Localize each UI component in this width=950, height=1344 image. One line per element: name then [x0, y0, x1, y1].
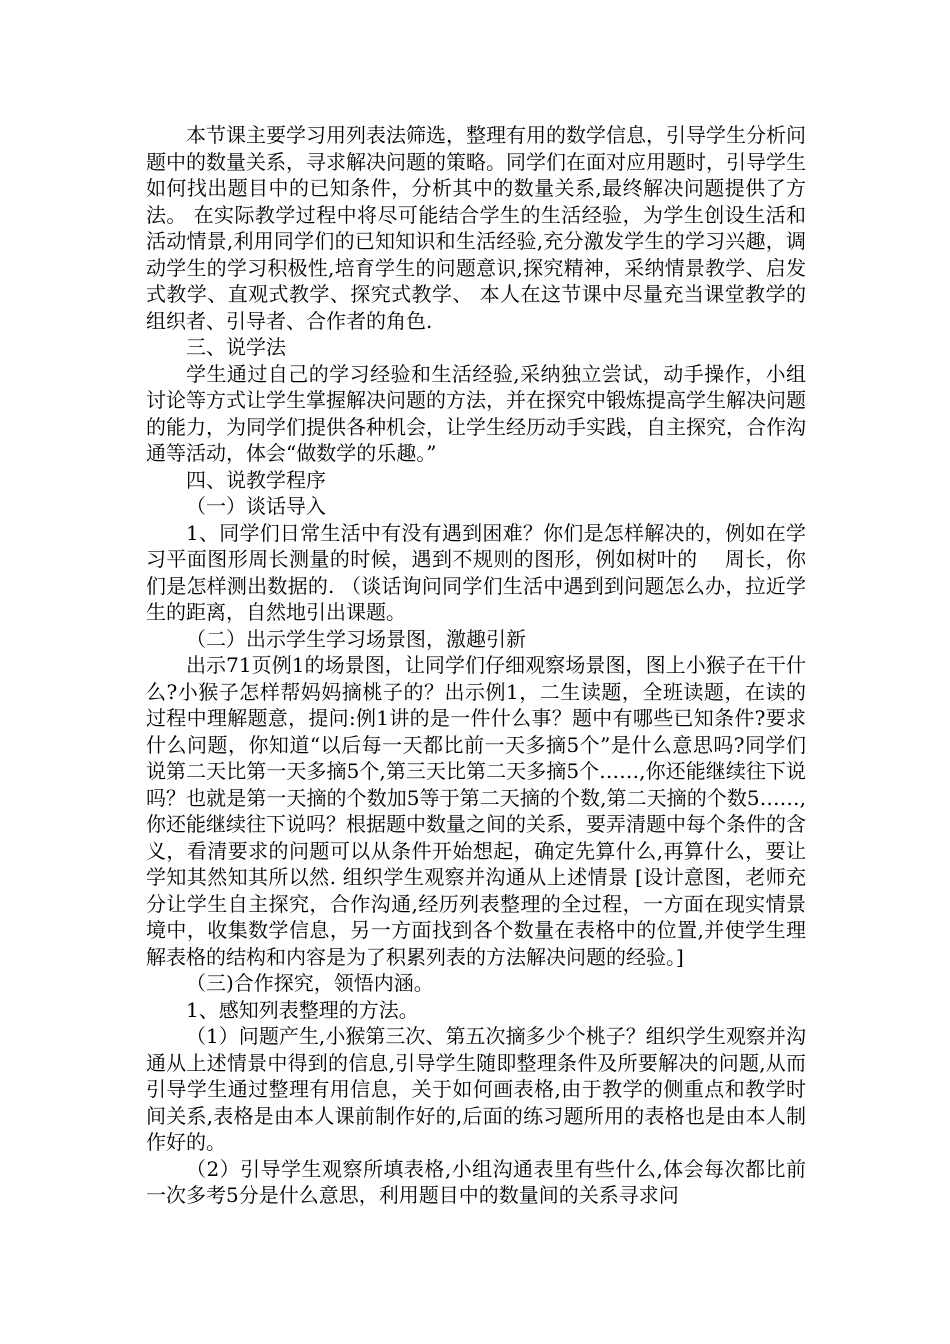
heading-cooperative-exploration: （三)合作探究，领悟内涵。	[186, 971, 434, 995]
paragraph-scene-picture: 出示71页例1的场景图，让同学们仔细观察场景图，图上小猴子在干什么?小猴子怎样帮妈妈摘桃子的？出示例1，二生读题，全班读题，在读的过程中理解题意，提问:例1讲的是一件什么事？题中有哪些已知条件?要求什么问题，你知道“以后每一天都比前一天多摘5个”是什么意思吗?同学们说第二天比第一天多摘5个,第三天比第二天多摘5个……,你还能继续往下说吗？也就是第一天摘的个数加5等于第二天摘的个数,第二天摘的个数5……,你还能继续往下说吗？根据题中数量之间的关系，要弄清题中每个条件的含义，看清要求的问题可以从条件开始想起，确定先算什么,再算什么，要让学知其然知其所以然. 组织学生观察并沟通从上述情景 [设计意图，老师充分让学生自主探究，合作沟通,经历列表整理的全过程，一方面在现实情景境中，收集数学信息，另一方面找到各个数量在表格中的位置,并使学生理解表格的结构和内容是为了积累列表的方法解决问题的经验。]	[146, 653, 806, 969]
heading-table-method: 1、感知列表整理的方法。	[186, 997, 419, 1022]
paragraph-conversation-intro: 1、同学们日常生活中有没有遇到困难？你们是怎样解决的，例如在学习平面图形周长测量的时候，遇到不规则的图形，例如树叶的 周长，你们是怎样测出数据的. （谈话询问同学们生活中遇到到问题怎么办，拉近学生的距离，自然地引出课题。	[146, 520, 806, 624]
heading-scene-picture: （二）出示学生学习场景图，激趣引新	[186, 626, 526, 651]
paragraph-observe-table: （2）引导学生观察所填表格,小组沟通表里有些什么,体会每次都比前一次多考5分是什么意思，利用题目中的数量间的关系寻求问	[146, 1156, 806, 1207]
heading-conversation-intro: （一）谈话导入	[186, 494, 326, 518]
paragraph-teaching-method: 本节课主要学习用列表法筛选，整理有用的数学信息，引导学生分析问题中的数量关系，寻求解决问题的策略。同学们在面对应用题时，引导学生如何找出题目中的已知条件，分析其中的数量关系,最终解决问题提供了方法。 在实际教学过程中将尽可能结合学生的生活经验，为学生创设生活和活动情景,利用同学们的已知知识和生活经验,充分激发学生的学习兴趣，调动学生的学习积极性,培育学生的问题意识,探究精神，采纳情景教学、启发式教学、直观式教学、探究式教学、 本人在这节课中尽量充当课堂教学的组织者、引导者、合作者的角色.	[146, 123, 806, 333]
paragraph-problem-arises: （1）问题产生,小猴第三次、第五次摘多少个桃子？组织学生观察并沟通从上述情景中得到的信息,引导学生随即整理条件及所要解决的问题,从而引导学生通过整理有用信息，关于如何画表格,由于教学的侧重点和教学时间关系,表格是由本人课前制作好的,后面的练习题所用的表格也是由本人制作好的。	[146, 1024, 806, 1154]
paragraph-study-method: 学生通过自己的学习经验和生活经验,采纳独立尝试，动手操作，小组讨论等方式让学生掌握解决问题的方法，并在探究中锻炼提高学生解决问题的能力，为同学们提供各种机会，让学生经历动手实践，自主探究，合作沟通等活动，体会“做数学的乐趣。”	[146, 361, 806, 465]
heading-teaching-procedure: 四、说教学程序	[186, 467, 326, 492]
heading-study-method: 三、说学法	[186, 335, 286, 359]
document-page	[146, 122, 806, 1209]
